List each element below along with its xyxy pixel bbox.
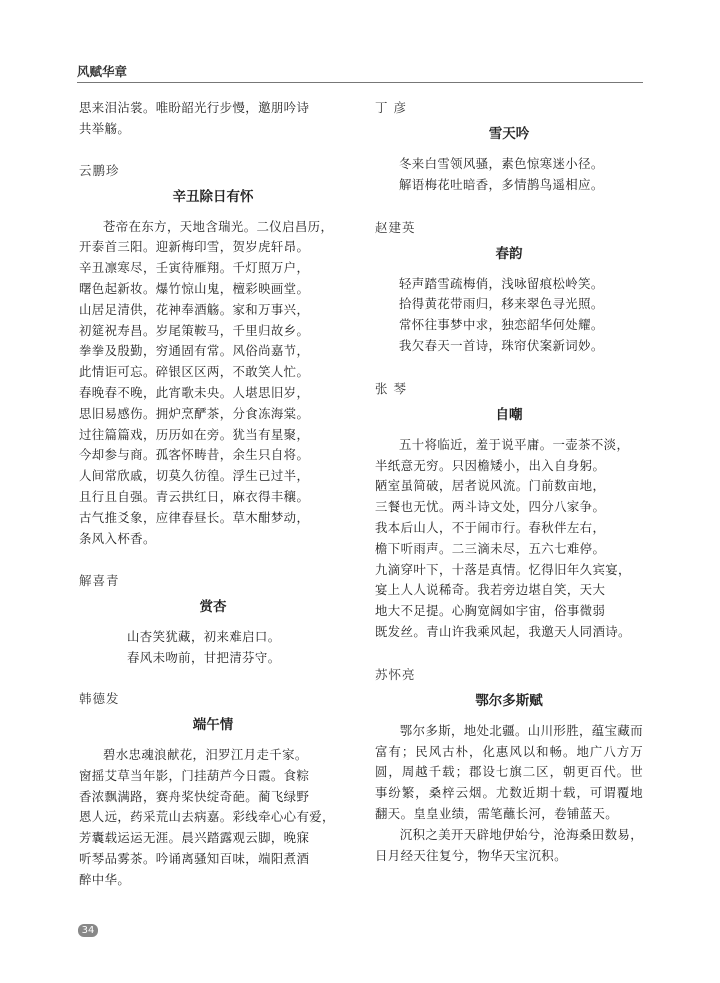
poem-line: 山杏笑犹藏，初来难启口。 — [127, 629, 281, 645]
prose-paragraph: 沉积之美开天辟地伊始兮，沧海桑田数易，日月经天往复兮，物华天宝沉积。 — [375, 826, 643, 863]
page-number-badge: 34 — [78, 924, 98, 937]
poem-line: 碧水忠魂浪献花，汨罗江月走千家。 — [103, 746, 308, 762]
poem-line: 思来泪沾裳。唯盼韶光行步慢，邀朋吟诗 — [79, 100, 310, 115]
poem-line: 我欠春天一首诗，珠帘伏案新词妙。 — [399, 337, 604, 353]
poem-title: 鄂尔多斯赋 — [475, 692, 543, 709]
poem-line: 五十将临近，羞于说平庸。一壶茶不淡， — [399, 436, 630, 452]
poem-line: 条风入杯香。 — [79, 530, 156, 546]
poem-line: 古气推爻象，应律春昼长。草木酣梦动， — [79, 509, 310, 525]
poem-line: 过往篇篇戏，历历如在旁。犹当有星聚， — [79, 426, 310, 442]
poem-line: 三餐也无忧。两斗诗文处，四分八家争。 — [375, 499, 606, 515]
poem-line: 半纸意无穷。只因檐矮小，出入自身躬。 — [375, 457, 606, 473]
poem-line: 解语梅花吐暗香，多情鹊鸟遥相应。 — [399, 176, 604, 192]
poem-line: 陋室虽简破，居者说风流。门前数亩地， — [375, 478, 606, 494]
left-column — [79, 98, 347, 891]
poem-line: 初筵祝寿昌。岁尾策鞍马，千里归故乡。 — [79, 322, 310, 338]
poem-zhao-jianying — [375, 218, 643, 357]
poem-han-defa — [79, 689, 347, 891]
poem-line: 春风未吻前，甘把清芬守。 — [127, 650, 281, 666]
poem-su-huailiang — [375, 665, 643, 867]
poem-body — [375, 154, 643, 196]
poem-line: 醉中华。 — [79, 871, 131, 887]
poem-title: 春韵 — [495, 245, 523, 262]
poem-ding-yan — [375, 98, 643, 196]
poem-line: 芳囊载运运无涯。晨兴踏露观云脚，晚寐 — [79, 830, 310, 846]
poem-line: 我本后山人，不于闹市行。春秋伴左右， — [375, 519, 606, 535]
poem-line: 辛丑凛寒尽，壬寅待雁翔。千灯照万户， — [79, 260, 310, 276]
continued-poem — [79, 98, 347, 140]
right-column — [375, 98, 643, 866]
poem-line: 檐下听雨声。二三滴未尽，五六七难停。 — [375, 540, 606, 556]
poem-body-first — [375, 435, 643, 456]
poem-line: 窗摇艾草当年影，门挂葫芦今日霞。食粽 — [79, 767, 310, 783]
poem-line: 轻声踏雪疏梅俏，浅咏留痕松岭笑。 — [399, 275, 604, 291]
poem-line: 听琴品雾茶。吟诵离骚知百味，端阳煮酒 — [79, 850, 310, 866]
poem-line: 曙色起新妆。爆竹惊山鬼，檀彩映画堂。 — [79, 280, 310, 296]
poem-author: 张 琴 — [375, 380, 407, 396]
section-title: 风赋华章 — [77, 64, 128, 79]
poem-line: 且行且自强。青云拱红日，麻衣得丰穰。 — [79, 488, 310, 504]
poem-line: 冬来白雪领风骚，素色惊寒迷小径。 — [399, 156, 604, 171]
poem-line: 此情讵可忘。碎银区区两，不敢笑人忙。 — [79, 364, 310, 380]
poem-body — [79, 627, 347, 669]
poem-line: 开泰首三阳。迎新梅印雪，贺岁虎轩昂。 — [79, 239, 310, 255]
poem-title: 辛丑除日有怀 — [172, 188, 254, 205]
poem-author: 苏怀亮 — [375, 666, 416, 682]
poem-title: 雪天吟 — [488, 126, 530, 142]
poem-line: 拾得黄花带雨归，移来翠色寻光照。 — [399, 296, 604, 312]
poem-zhang-qin — [375, 379, 643, 643]
poem-line: 春晚春不晚，此宵歌未央。人堪思旧岁， — [79, 384, 310, 400]
poem-line: 宴上人人说稀奇。我若旁边堪自笑，天大 — [375, 582, 606, 598]
poem-xie-xiqing — [79, 571, 347, 669]
poem-line: 山居足清供，花神奉酒觞。家和万事兴， — [79, 301, 310, 317]
poem-line: 恩人远，药采荒山去病嘉。彩线牵心心有爱， — [79, 809, 335, 825]
poem-line: 人间常欣戚，切莫久彷徨。浮生已过半， — [79, 468, 310, 484]
poem-title: 自嘲 — [495, 406, 523, 423]
poem-line: 香浓飘满路，赛舟桨快绽奇葩。蔺飞绿野 — [79, 788, 310, 804]
poem-body — [79, 217, 347, 238]
poem-body-first — [79, 745, 347, 766]
poem-author: 赵建英 — [375, 219, 416, 235]
poem-author: 云鹏珍 — [79, 162, 120, 178]
poem-line: 常怀往事梦中求，独恋韶华何处耀。 — [399, 317, 604, 333]
poem-author: 丁 彦 — [375, 100, 407, 115]
poem-line: 今却参与商。孤客怀畴昔，余生只自将。 — [79, 447, 310, 463]
poem-line: 地大不足提。心胸宽阔如宇宙，俗事微弱 — [375, 603, 606, 619]
poem-author: 韩德发 — [79, 690, 120, 706]
page-header — [77, 60, 643, 83]
poem-line: 思旧易感伤。拥炉烹酽茶，分食冻海棠。 — [79, 405, 310, 421]
poem-body — [375, 274, 643, 357]
poem-yun-pengzhen — [79, 161, 347, 550]
poem-line: 拳拳及殷勤，穷通固有常。风俗尚嘉节， — [79, 343, 310, 359]
prose-paragraph: 鄂尔多斯，地处北疆。山川形胜，蕴宝藏而富有；民风古朴，化惠风以和畅。地广八方万圆，周越千载；郡设七旗二区，朝更百代。世事纷繁，桑梓云烟。尤数近期十载，可谓覆地翻天。皇皇业绩，需笔蘸长河，卷铺蓝天。 — [375, 722, 643, 821]
poem-line: 九滴穿叶下，十落是真情。忆得旧年久宾宴， — [375, 561, 631, 577]
poem-author: 解喜青 — [79, 573, 120, 589]
poem-title: 端午情 — [192, 716, 234, 733]
poem-line: 既发丝。青山许我乘风起，我邀天人同酒诗。 — [375, 623, 631, 639]
poem-title: 赏杏 — [199, 599, 227, 616]
poem-line: 苍帝在东方，天地含瑞光。二仪启昌历， — [103, 218, 334, 234]
poem-line: 共举觞。 — [79, 120, 131, 136]
